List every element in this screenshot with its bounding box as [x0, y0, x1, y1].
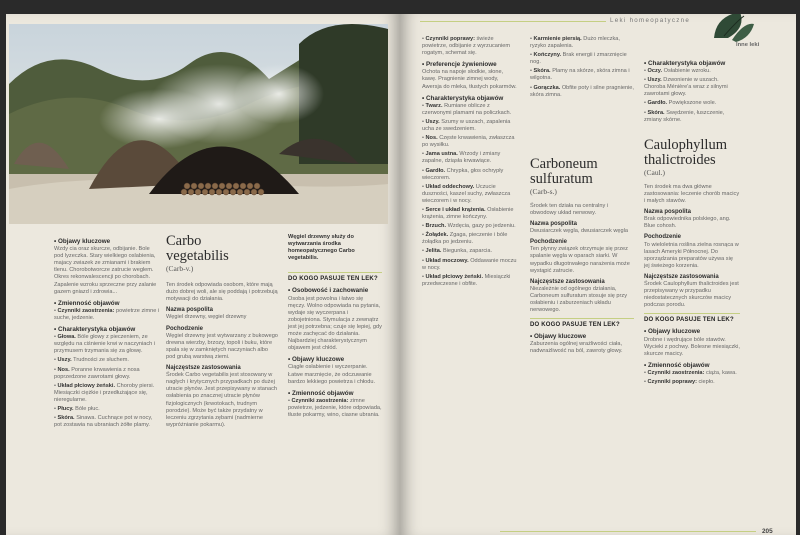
heading-variability: • Zmienność objawów — [54, 300, 160, 307]
list-item: • Uszy. Dzwonienie w uszach. Choroba Ménière'a wraz z silnymi zawrotami głowy. — [644, 77, 728, 98]
right-page — [400, 14, 796, 535]
footer-rule — [500, 531, 756, 532]
running-title: Leki homeopatyczne — [610, 17, 691, 24]
heading-origin: Pochodzenie — [530, 239, 568, 246]
paragraph: Ten środek ma dwa główne zastosowania: leczenie chorób macicy i małych stawów. — [644, 183, 740, 205]
paragraph: • Czynniki zaostrzenia: zimne powietrze, jedzenie, które odpowiada, tłuste pokarmy, wino, ciasne ubrania. — [288, 397, 382, 418]
remedy-title: Carboneum sulfuratum — [530, 155, 598, 187]
right-col-2 — [530, 36, 634, 358]
list-item: • Układ oddechowy. Uczucie duszności, kaszel suchy, zwłaszcza wieczorem i w nocy. — [422, 183, 511, 204]
heading-common-name: Nazwa pospolita — [166, 307, 214, 314]
list-item: • Skóra. Sinawa. Cuchnące pot w nocy, pot zostawia na ubraniach żółte plamy. — [54, 415, 153, 429]
section-bar: DO KOGO PASUJE TEN LEK? — [530, 318, 634, 329]
heading-uses: Najczęstsze zastosowania — [530, 278, 605, 285]
paragraph: Węgiel drzewny, węgiel drzewny — [166, 314, 247, 321]
heading-origin: Pochodzenie — [644, 234, 682, 241]
header-rule — [420, 21, 606, 22]
paragraph: Środek ten działa na centralny i obwodowy układ nerwowy. — [530, 202, 609, 216]
paragraph: Drobne i wędrujące bóle stawów. Wycieki z pochwy. Bolesne miesiączki, skurcze macicy. — [644, 336, 740, 357]
paragraph: • Czynniki poprawy: ciepło. — [644, 379, 715, 385]
heading-characteristics: • Charakterystyka objawów — [54, 326, 160, 333]
section-tab: Inne leki — [736, 42, 760, 48]
paragraph: Węgiel drzewny jest wytwarzany z bukowego drewna wierzby, brzozy, topoli i buku, które spala się w zamkniętych naczyniach albo pod grubą warstwą ziemi. — [166, 332, 278, 360]
heading-diet: • Preferencje żywieniowe — [422, 61, 518, 68]
list-item: • Karmienie piersią. Dużo mleczka, ryzyko zapalenia. — [530, 36, 620, 50]
heading-characteristics: • Charakterystyka objawów — [422, 95, 518, 102]
page-number: 205 — [762, 528, 773, 535]
remedy-abbreviation: (Carb-s.) — [530, 186, 557, 196]
list-item: • Żołądek. Zgaga, pieczenie i bóle żołądka po jedzeniu. — [422, 232, 508, 246]
section-bar: DO KOGO PASUJE TEN LEK? — [644, 313, 740, 324]
paragraph: Osoba jest powolna i łatwo się męczy. Wolno odpowiada na pytania, wydaje się wyczerpana i zobojetniona. Stymulacja z zewnątrz jest jej potrzebna; czuje się lepiej, gdy może zachęcać do działania. Najbardziej charakterystycznym objawem jest chłód. — [288, 295, 382, 352]
left-col-1 — [54, 234, 160, 431]
photo-caption: Węgiel drzewny służy do wytwarzania środka homeopatycznego Carbo vegetabilis. — [288, 234, 355, 262]
list-item: • Nos. Poranne krwawienia z nosa poprzedzone zawrotami głowy. — [54, 366, 140, 380]
heading-key-symptoms: • Objawy kluczowe — [54, 238, 160, 245]
paragraph: Ten płynny związek otrzymuje się przez spalanie węgla w oparach siarki. W wypadku długotrwałego narażenia może wystąpić zatrucie. — [530, 246, 630, 274]
paragraph: Ciągłe osłabienie i wyczerpanie. Łatwe marznięcie, że odczuwanie bardzo lekkiego powietrza i chłodu. — [288, 364, 376, 385]
list-item: • Gardło. Chrypka, głos ochrypły wieczorem. — [422, 167, 504, 181]
paragraph: Środek Carbo vegetabilis jest stosowany w nagłych i krytycznych przypadkach po dużej utracie płynów. Jest przepisywany w stanach osłabienia po znacznej utracie płynów fizjologicznych (krwotokach, trudnym porodzie). Może być także przydatny w leczeniu zgrzytania zębami (nadmierne wypróżnianie pokarmu). — [166, 372, 277, 428]
left-col-3 — [288, 234, 382, 421]
list-item: • Uszy. Trudności ze słuchem. — [54, 357, 129, 364]
list-item: • Twarz. Rumiane oblicze z czerwonymi plamami na policzkach. — [422, 102, 512, 116]
section-bar: DO KOGO PASUJE TEN LEK? — [288, 272, 382, 283]
heading-variability: • Zmienność objawów — [644, 362, 740, 369]
right-col-3 — [644, 60, 740, 388]
remedy-abbreviation: (Carb-v.) — [166, 264, 194, 273]
list-item: • Płucy. Bóle płuc. — [54, 405, 100, 412]
list-item: • Uszy. Szumy w uszach, zapalenia ucha ze swedzeniem. — [422, 118, 511, 133]
paragraph: Środek Caulophyllum thalictroides jest przepisywany w przypadku niedostatecznych skurczów macicy podczas porodu. — [644, 280, 739, 309]
left-col-2 — [166, 234, 278, 431]
list-item: • Skóra. Plamy na skórze, skóra zimna i wilgotna. — [530, 68, 630, 82]
heading-key-symptoms: • Objawy kluczowe — [530, 333, 634, 340]
remedy-title: Carbo vegetabilis — [166, 233, 229, 264]
list-item: • Układ płciowy żeński. Choroby piersi. Miesiączki ciężkie i przedłużające się, nieregularne. — [54, 382, 155, 403]
heading-uses: Najczęstsze zastosowania — [166, 365, 241, 372]
list-item: • Gorączka. Obfite poty i silne pragnienie, skóra zimna. — [530, 84, 634, 98]
list-item: • Oczy. Osłabienie wzroku. — [644, 68, 711, 75]
remedy-title: Caulophyllum thalictroides — [644, 136, 727, 168]
left-page — [6, 14, 400, 535]
paragraph: To wieloletnia roślina zielna rosnąca w lasach Ameryki Północnej. Do sporządzania preparatów używa się jej świeżego korzenia. — [644, 241, 739, 269]
paragraph: Dwusiarczek węgla, dwusiarczek węgla — [530, 228, 628, 235]
list-item: • Kończyny. Brak energii i zmarznięcie nog. — [530, 52, 627, 66]
list-item: • Układ moczowy. Oddawanie moczu w nocy. — [422, 257, 517, 271]
heading-origin: Pochodzenie — [166, 325, 204, 332]
heading-characteristics: • Charakterystyka objawów — [644, 60, 740, 67]
paragraph: Brak odpowiednika polskiego, ang. Blue cohosh. — [644, 216, 731, 230]
list-item: • Gardło. Powiększone wole. — [644, 100, 717, 107]
charcoal-kiln-photo — [9, 24, 388, 224]
list-item: • Nos. Częste krwawienia, zwłaszcza po wysiłku. — [422, 135, 515, 149]
heading-variability: • Zmienność objawów — [288, 390, 382, 397]
list-item: • Brzuch. Wzdęcia, gazy po jedzeniu. — [422, 223, 516, 230]
paragraph: • Czynniki poprawy: świeże powietrze, odbijanie z wyrzucaniem rogatym, schemat się. — [422, 36, 510, 57]
heading-common-name: Nazwa pospolita — [644, 209, 692, 216]
list-item: • Jama ustna. Wrzody i zmiany zapalne, dziąsła krwawiące. — [422, 151, 501, 165]
right-col-1 — [422, 36, 518, 290]
heading-personality: • Osobowość i zachowanie — [288, 287, 382, 294]
paragraph: Ochota na napoje słodkie, słone, kawę. Pragnienie zimnej wody, Awersja do mleka, tłustych pokarmów. — [422, 69, 517, 90]
heading-key-symptoms: • Objawy kluczowe — [644, 328, 740, 335]
paragraph: • Czynniki zaostrzenia: ciąża, kawa. — [644, 369, 737, 376]
list-item: • Głowa. Bóle głowy z pieczeniem, ze względu na ciśnienie krwi w naczyniach i przymusem trzymania się za głowę. — [54, 334, 156, 355]
list-item: • Układ płciowy żeński. Miesiączki przedwczesne i obfite. — [422, 273, 511, 287]
paragraph: Ten środek odpowiada osobom, które mają dużo dobrej woli, ale się poddają i potrzebują motywacji do działania. — [166, 282, 278, 303]
heading-uses: Najczęstsze zastosowania — [644, 273, 719, 280]
remedy-abbreviation: (Caul.) — [644, 167, 666, 177]
leaf-icon — [706, 14, 756, 44]
list-item: • Jelita. Biegunka, zaparcia. — [422, 248, 493, 255]
heading-common-name: Nazwa pospolita — [530, 221, 578, 228]
list-item: • Serce i układ krążenia. Osłabienie krążenia, zimne kończyny. — [422, 206, 514, 221]
paragraph: Wzdy cia oraz skurcze, odbijanie. Bole pod lyzeczka. Stary wielkiego oslabienia, majacy zwiazek ze zmianami i brakiem tlenu. Chorobotworcze zatrucie weglem. Okres rekonwalescencji po chorobach. Zapalenie wzroku sprzeczne przy zalanie gazem gniazd i zdrowia... — [54, 246, 157, 295]
paragraph: • Czynniki zaostrzenia: powietrze zimne i suche, jedzenie. — [54, 307, 160, 321]
paragraph: Niezależnie od ogólnego działania, Carboneum sulfuratum stosuje się przy osłabieniu i zaburzeniach układu nerwowego. — [530, 285, 628, 314]
heading-key-symptoms: • Objawy kluczowe — [288, 356, 382, 363]
paragraph: Zaburzenia ogólnej wrażliwości ciała, nadwrażliwość na ból, zawroty głowy. — [530, 341, 623, 355]
list-item: • Skóra. Swędzenie, łuszczenie, zmiany skórne. — [644, 109, 725, 123]
